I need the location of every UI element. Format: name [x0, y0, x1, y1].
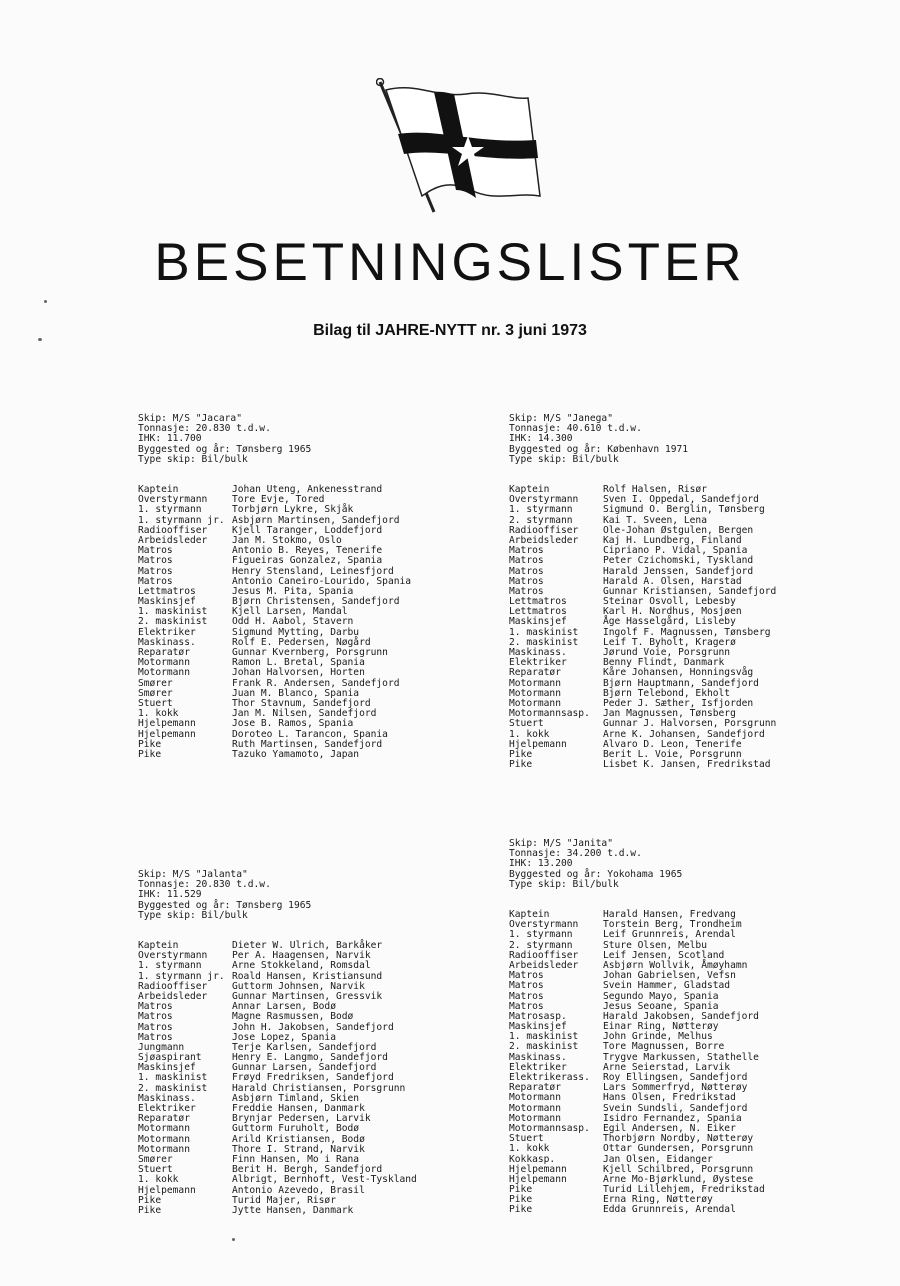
- crew-name: Segundo Mayo, Spania: [603, 990, 719, 1002]
- ship-detail-line: Tonnasje: 34.200 t.d.w.: [509, 848, 642, 860]
- crew-name: Guttorm Johnsen, Narvik: [232, 980, 365, 992]
- crew-name: Harald A. Olsen, Harstad: [603, 575, 742, 587]
- crew-role: Lettmatros: [509, 606, 567, 618]
- crew-name: Frank R. Andersen, Sandefjord: [232, 677, 400, 689]
- ship-detail-line: Tonnasje: 20.830 t.d.w.: [138, 423, 271, 435]
- crew-name: Albrigt, Bernhoft, Vest-Tyskland: [232, 1174, 417, 1186]
- crew-role: Matros: [509, 585, 544, 597]
- crew-role: Matros: [138, 575, 173, 587]
- crew-name: Peder J. Sæther, Isfjorden: [603, 697, 754, 709]
- crew-role: Stuert: [509, 1133, 544, 1145]
- crew-name: Leif T. Byholt, Kragerø: [603, 636, 736, 648]
- crew-name: Hans Olsen, Fredrikstad: [603, 1092, 736, 1104]
- crew-role: Motormann: [509, 1092, 561, 1104]
- ship-details: [138, 870, 417, 921]
- crew-name: Kjell Schilbred, Porsgrunn: [603, 1163, 754, 1175]
- crew-role: 1. kokk: [509, 1143, 550, 1155]
- crew-name: Alvaro D. Leon, Tenerife: [603, 738, 742, 750]
- crew-role: Matros: [138, 545, 173, 557]
- crew-name: Odd H. Aabol, Stavern: [232, 616, 354, 628]
- crew-role: Pike: [509, 1204, 533, 1216]
- crew-name: Tazuko Yamamoto, Japan: [232, 748, 360, 760]
- crew-role: Pike: [138, 1204, 162, 1216]
- crew-name: Berit H. Bergh, Sandefjord: [232, 1164, 383, 1176]
- crew-role: Maskinass.: [138, 1092, 196, 1104]
- ship-detail-line: IHK: 14.300: [509, 433, 573, 445]
- ship-detail-line: Skip: M/S "Janita": [509, 838, 613, 849]
- ship-details: [509, 839, 765, 890]
- crew-name: John H. Jakobsen, Sandefjord: [232, 1021, 394, 1033]
- crew-role: 1. kokk: [138, 1174, 179, 1186]
- crew-role: 1. styrmann: [138, 504, 202, 516]
- crew-name: Henry E. Langmo, Sandefjord: [232, 1052, 388, 1064]
- crew-name: Harald Jakobsen, Sandefjord: [603, 1010, 759, 1022]
- crew-name: Jesus Seoane, Spania: [603, 1000, 719, 1012]
- ship-detail-line: Type skip: Bil/bulk: [138, 909, 248, 921]
- crew-name: Figueiras Gonzalez, Spania: [232, 555, 383, 567]
- crew-name: Jørund Voie, Porsgrunn: [603, 647, 731, 659]
- ship-detail-line: Skip: M/S "Jalanta": [138, 869, 248, 880]
- crew-role: 1. maskinist: [509, 626, 579, 638]
- paper-speck: [44, 300, 47, 303]
- crew-name: Leif Grunnreis, Arendal: [603, 929, 736, 941]
- crew-role: Jungmann: [138, 1041, 185, 1053]
- crew-name: Asbjørn Wollvik, Åmøyhamn: [603, 959, 748, 971]
- crew-role: 2. maskinist: [138, 1082, 208, 1094]
- crew-role: Reparatør: [509, 1082, 561, 1094]
- crew-role: Matros: [138, 1001, 173, 1013]
- crew-role: Matros: [138, 555, 173, 567]
- crew-name: Antonio Caneiro-Lourido, Spania: [232, 575, 412, 587]
- crew-role: Matros: [509, 1000, 544, 1012]
- crew-role: Motormann: [138, 657, 190, 669]
- crew-role: Matros: [509, 575, 544, 587]
- crew-role: Elektriker: [509, 1061, 567, 1073]
- crew-name: Torstein Berg, Trondheim: [603, 919, 742, 931]
- crew-list: [509, 910, 765, 1216]
- crew-role: Overstyrmann: [509, 919, 579, 931]
- crew-name: Jan M. Nilsen, Sandefjord: [232, 708, 377, 720]
- crew-role: Motormann: [509, 687, 561, 699]
- crew-role: 1. styrmann jr.: [138, 514, 225, 526]
- ship-detail-line: Byggested og år: Tønsberg 1965: [138, 443, 312, 455]
- crew-name: Ruth Martinsen, Sandefjord: [232, 738, 383, 750]
- crew-name: Tore Magnussen, Borre: [603, 1041, 725, 1053]
- crew-row: [509, 719, 776, 729]
- crew-role: Motormann: [138, 1123, 190, 1135]
- crew-name: Arne Seierstad, Larvik: [603, 1061, 731, 1073]
- ship-details: [138, 414, 411, 465]
- crew-name: Ingolf F. Magnussen, Tønsberg: [603, 626, 771, 638]
- crew-role: Motormann: [509, 1102, 561, 1114]
- crew-name: Jan Magnussen, Tønsberg: [603, 708, 736, 720]
- crew-row: [509, 760, 776, 770]
- crew-name: Freddie Hansen, Danmark: [232, 1103, 365, 1115]
- crew-name: Annar Larsen, Bodø: [232, 1001, 336, 1013]
- crew-name: Roy Ellingsen, Sandefjord: [603, 1072, 748, 1084]
- crew-name: Jytte Hansen, Danmark: [232, 1204, 354, 1216]
- crew-row: [138, 1206, 417, 1216]
- crew-name: Einar Ring, Nøtterøy: [603, 1021, 719, 1033]
- crew-list: [138, 485, 411, 760]
- crew-role: 1. styrmann: [509, 504, 573, 516]
- crew-name: Brynjar Pedersen, Larvik: [232, 1113, 371, 1125]
- crew-role: 2. maskinist: [509, 1041, 579, 1053]
- crew-name: Asbjørn Timland, Skien: [232, 1092, 360, 1104]
- crew-name: John Grinde, Melhus: [603, 1031, 713, 1043]
- crew-role: Pike: [138, 1194, 162, 1206]
- crew-role: Hjelpemann: [138, 1184, 196, 1196]
- crew-name: Sigmund Mytting, Darbu: [232, 626, 360, 638]
- crew-name: Steinar Osvoll, Lebesby: [603, 596, 736, 608]
- crew-name: Jan Olsen, Eidanger: [603, 1153, 713, 1165]
- crew-name: Arne Stokkeland, Romsdal: [232, 960, 371, 972]
- crew-row: [509, 556, 776, 566]
- crew-role: Pike: [509, 1194, 533, 1206]
- ship-detail-line: Tonnasje: 40.610 t.d.w.: [509, 423, 642, 435]
- crew-name: Antonio B. Reyes, Tenerife: [232, 545, 383, 557]
- ship-detail-line: Skip: M/S "Jacara": [138, 413, 242, 424]
- ship-detail-line: IHK: 13.200: [509, 858, 573, 870]
- crew-name: Juan M. Blanco, Spania: [232, 687, 360, 699]
- crew-role: Hjelpemann: [138, 728, 196, 740]
- crew-name: Benny Flindt, Danmark: [603, 657, 725, 669]
- crew-name: Arne K. Johansen, Sandefjord: [603, 728, 765, 740]
- crew-name: Bjørn Telebond, Ekholt: [603, 687, 731, 699]
- crew-role: Maskinass.: [509, 1051, 567, 1063]
- crew-role: Motormann: [509, 697, 561, 709]
- crew-role: 1. kokk: [138, 708, 179, 720]
- ship-detail-line: Byggested og år: Tønsberg 1965: [138, 899, 312, 911]
- crew-role: Arbeidsleder: [138, 990, 208, 1002]
- crew-name: Harald Jenssen, Sandefjord: [603, 565, 754, 577]
- crew-name: Jan M. Stokmo, Oslo: [232, 534, 342, 546]
- crew-role: Arbeidsleder: [509, 534, 579, 546]
- crew-role: Matros: [509, 980, 544, 992]
- ship-detail-line: IHK: 11.529: [138, 889, 202, 901]
- crew-name: Tore Evje, Tored: [232, 494, 325, 506]
- crew-role: Motormann: [138, 667, 190, 679]
- crew-name: Gunnar Larsen, Sandefjord: [232, 1062, 377, 1074]
- crew-name: Rolf E. Pedersen, Nøgård: [232, 636, 371, 648]
- crew-role: Elektriker: [509, 657, 567, 669]
- crew-name: Finn Hansen, Mo i Rana: [232, 1153, 360, 1165]
- ship-detail-line: IHK: 11.700: [138, 433, 202, 445]
- crew-name: Rolf Halsen, Risør: [603, 484, 707, 496]
- crew-row: [509, 1205, 765, 1215]
- ship-detail-line: Byggested og år: Yokohama 1965: [509, 868, 683, 880]
- crew-row: [509, 981, 765, 991]
- crew-name: Harald Christiansen, Porsgrunn: [232, 1082, 406, 1094]
- crew-name: Thorbjørn Nordby, Nøtterøy: [603, 1133, 754, 1145]
- crew-row: [138, 1012, 417, 1022]
- crew-role: Arbeidsleder: [509, 959, 579, 971]
- crew-role: Maskinsjef: [138, 1062, 196, 1074]
- crew-role: Hjelpemann: [509, 1173, 567, 1185]
- crew-role: Kaptein: [138, 940, 179, 952]
- crew-role: Maskinsjef: [138, 596, 196, 608]
- crew-name: Per A. Haagensen, Narvik: [232, 950, 371, 962]
- crew-role: Pike: [138, 738, 162, 750]
- crew-role: Elektrikerass.: [509, 1072, 590, 1084]
- crew-role: 1. maskinist: [138, 1072, 208, 1084]
- crew-role: Sjøaspirant: [138, 1052, 202, 1064]
- crew-name: Dieter W. Ulrich, Barkåker: [232, 940, 383, 952]
- crew-role: Overstyrmann: [509, 494, 579, 506]
- crew-name: Ottar Gundersen, Porsgrunn: [603, 1143, 754, 1155]
- crew-name: Terje Karlsen, Sandefjord: [232, 1041, 377, 1053]
- crew-role: Pike: [509, 748, 533, 760]
- ship-details: [509, 414, 776, 465]
- crew-name: Thor Stavnum, Sandefjord: [232, 697, 371, 709]
- crew-name: Erna Ring, Nøtterøy: [603, 1194, 713, 1206]
- crew-role: Matros: [138, 1031, 173, 1043]
- crew-name: Turid Lillehjem, Fredrikstad: [603, 1184, 765, 1196]
- crew-list: [138, 941, 417, 1216]
- crew-name: Gunnar J. Halvorsen, Porsgrunn: [603, 718, 777, 730]
- crew-role: Arbeidsleder: [138, 534, 208, 546]
- crew-name: Asbjørn Martinsen, Sandefjord: [232, 514, 400, 526]
- crew-name: Kai T. Sveen, Lena: [603, 514, 707, 526]
- crew-role: Stuert: [509, 718, 544, 730]
- crew-name: Ramon L. Bretal, Spania: [232, 657, 365, 669]
- ship-detail-line: Type skip: Bil/bulk: [509, 453, 619, 465]
- crew-role: Reparatør: [509, 667, 561, 679]
- ship-detail-line: Type skip: Bil/bulk: [509, 878, 619, 890]
- crew-row: [138, 719, 411, 729]
- crew-name: Jose Lopez, Spania: [232, 1031, 336, 1043]
- crew-name: Jesus M. Pita, Spania: [232, 585, 354, 597]
- crew-role: Overstyrmann: [138, 494, 208, 506]
- crew-role: Maskinass.: [138, 636, 196, 648]
- crew-row: [138, 750, 411, 760]
- shipping-flag-logo: [376, 78, 546, 218]
- crew-role: Kaptein: [138, 484, 179, 496]
- crew-role: Radiooffiser: [138, 980, 208, 992]
- crew-role: Matros: [509, 565, 544, 577]
- crew-role: Reparatør: [138, 647, 190, 659]
- crew-role: Radiooffiser: [509, 524, 579, 536]
- crew-role: Motormann: [138, 1133, 190, 1145]
- crew-role: Kokkasp.: [509, 1153, 556, 1165]
- crew-name: Magne Rasmussen, Bodø: [232, 1011, 354, 1023]
- crew-name: Trygve Markussen, Stathelle: [603, 1051, 759, 1063]
- crew-role: Matros: [138, 565, 173, 577]
- crew-role: Maskinsjef: [509, 616, 567, 628]
- crew-role: Motormannsasp.: [509, 1122, 590, 1134]
- crew-role: Matros: [138, 1021, 173, 1033]
- crew-name: Kaj H. Lundberg, Finland: [603, 534, 742, 546]
- crew-role: 1. maskinist: [138, 606, 208, 618]
- crew-role: Matros: [509, 970, 544, 982]
- crew-role: 1. maskinist: [509, 1031, 579, 1043]
- crew-name: Sven I. Oppedal, Sandefjord: [603, 494, 759, 506]
- crew-role: 1. styrmann: [509, 929, 573, 941]
- crew-name: Gunnar Martinsen, Gressvik: [232, 990, 383, 1002]
- crew-role: 1. styrmann jr.: [138, 970, 225, 982]
- crew-name: Henry Stensland, Leinesfjord: [232, 565, 394, 577]
- crew-role: Smører: [138, 677, 173, 689]
- crew-name: Guttorm Furuholt, Bodø: [232, 1123, 360, 1135]
- crew-name: Svein Sundsli, Sandefjord: [603, 1102, 748, 1114]
- crew-name: Karl H. Nordhus, Mosjøen: [603, 606, 742, 618]
- crew-name: Ole-Johan Østgulen, Bergen: [603, 524, 754, 536]
- crew-name: Edda Grunnreis, Arendal: [603, 1204, 736, 1216]
- crew-role: Radiooffiser: [509, 949, 579, 961]
- crew-role: Matros: [509, 555, 544, 567]
- crew-role: Hjelpemann: [138, 718, 196, 730]
- crew-name: Egil Andersen, N. Eiker: [603, 1122, 736, 1134]
- ship-detail-line: Tonnasje: 20.830 t.d.w.: [138, 879, 271, 891]
- crew-name: Sture Olsen, Melbu: [603, 939, 707, 951]
- paper-speck: [38, 338, 42, 341]
- crew-role: 1. styrmann: [138, 960, 202, 972]
- crew-name: Turid Majer, Risør: [232, 1194, 336, 1206]
- crew-role: Motormann: [509, 1112, 561, 1124]
- crew-name: Åge Hasselgård, Lisleby: [603, 616, 736, 628]
- crew-name: Arne Mo-Bjørklund, Øystese: [603, 1173, 754, 1185]
- crew-name: Torbjørn Lykre, Skjåk: [232, 504, 354, 516]
- crew-name: Bjørn Christensen, Sandefjord: [232, 596, 400, 608]
- crew-role: Matros: [509, 990, 544, 1002]
- crew-role: Overstyrmann: [138, 950, 208, 962]
- crew-name: Arild Kristiansen, Bodø: [232, 1133, 365, 1145]
- crew-role: Pike: [509, 1184, 533, 1196]
- crew-name: Harald Hansen, Fredvang: [603, 909, 736, 921]
- crew-name: Doroteo L. Tarancon, Spania: [232, 728, 388, 740]
- crew-row: [138, 556, 411, 566]
- crew-name: Isidro Fernandez, Spania: [603, 1112, 742, 1124]
- crew-name: Svein Hammer, Gladstad: [603, 980, 731, 992]
- crew-role: Lettmatros: [138, 585, 196, 597]
- crew-role: Hjelpemann: [509, 1163, 567, 1175]
- crew-role: Kaptein: [509, 484, 550, 496]
- ship-section-jalanta: [138, 870, 417, 1216]
- ship-detail-line: Skip: M/S "Janega": [509, 413, 613, 424]
- crew-role: Smører: [138, 1153, 173, 1165]
- page-subtitle: Bilag til JAHRE-NYTT nr. 3 juni 1973: [313, 322, 587, 339]
- ship-detail-line: Byggested og år: København 1971: [509, 443, 689, 455]
- crew-name: Kjell Larsen, Mandal: [232, 606, 348, 618]
- crew-role: Hjelpemann: [509, 738, 567, 750]
- crew-role: Maskinsjef: [509, 1021, 567, 1033]
- crew-role: Stuert: [138, 1164, 173, 1176]
- crew-role: Motormann: [509, 677, 561, 689]
- crew-name: Peter Czichomski, Tyskland: [603, 555, 754, 567]
- crew-role: Kaptein: [509, 909, 550, 921]
- crew-role: Elektriker: [138, 1103, 196, 1115]
- crew-role: Motormann: [138, 1143, 190, 1155]
- crew-name: Roald Hansen, Kristiansund: [232, 970, 383, 982]
- crew-role: Pike: [138, 748, 162, 760]
- crew-role: 1. kokk: [509, 728, 550, 740]
- crew-role: 2. styrmann: [509, 939, 573, 951]
- crew-name: Thore I. Strand, Narvik: [232, 1143, 365, 1155]
- ship-section-janega: [509, 414, 776, 770]
- crew-role: 2. maskinist: [509, 636, 579, 648]
- crew-name: Gunnar Kristiansen, Sandefjord: [603, 585, 777, 597]
- crew-list: [509, 485, 776, 770]
- crew-role: Stuert: [138, 697, 173, 709]
- crew-name: Antonio Azevedo, Brasil: [232, 1184, 365, 1196]
- crew-role: Pike: [509, 759, 533, 771]
- crew-name: Lisbet K. Jansen, Fredrikstad: [603, 759, 771, 771]
- crew-name: Cipriano P. Vidal, Spania: [603, 545, 748, 557]
- ship-detail-line: Type skip: Bil/bulk: [138, 453, 248, 465]
- crew-role: Radiooffiser: [138, 524, 208, 536]
- crew-role: Lettmatros: [509, 596, 567, 608]
- crew-name: Gunnar Kvernberg, Porsgrunn: [232, 647, 388, 659]
- crew-name: Leif Jensen, Scotland: [603, 949, 725, 961]
- crew-name: Lars Sommerfryd, Nøtterøy: [603, 1082, 748, 1094]
- crew-name: Johan Uteng, Ankenesstrand: [232, 484, 383, 496]
- crew-name: Berit L. Voie, Porsgrunn: [603, 748, 742, 760]
- crew-row: [138, 1175, 417, 1185]
- ship-section-jacara: [138, 414, 411, 760]
- crew-role: Matros: [138, 1011, 173, 1023]
- crew-row: [509, 1144, 765, 1154]
- crew-name: Bjørn Hauptmann, Sandefjord: [603, 677, 759, 689]
- crew-name: Kåre Johansen, Honningsvåg: [603, 667, 754, 679]
- crew-role: Motormannsasp.: [509, 708, 590, 720]
- ship-section-janita: [509, 839, 765, 1216]
- crew-role: Matros: [509, 545, 544, 557]
- crew-name: Johan Halvorsen, Horten: [232, 667, 365, 679]
- crew-role: Elektriker: [138, 626, 196, 638]
- crew-role: Matrosasp.: [509, 1010, 567, 1022]
- page-title: BESETNINGSLISTER: [154, 233, 746, 292]
- crew-role: Smører: [138, 687, 173, 699]
- crew-role: Maskinass.: [509, 647, 567, 659]
- crew-name: Kjell Taranger, Loddefjord: [232, 524, 383, 536]
- crew-name: Jose B. Ramos, Spania: [232, 718, 354, 730]
- crew-role: Reparatør: [138, 1113, 190, 1125]
- crew-role: 2. styrmann: [509, 514, 573, 526]
- crew-name: Johan Gabrielsen, Vefsn: [603, 970, 736, 982]
- crew-name: Frøyd Fredriksen, Sandefjord: [232, 1072, 394, 1084]
- crew-role: 2. maskinist: [138, 616, 208, 628]
- crew-name: Sigmund O. Berglin, Tønsberg: [603, 504, 765, 516]
- paper-speck: [232, 1238, 235, 1241]
